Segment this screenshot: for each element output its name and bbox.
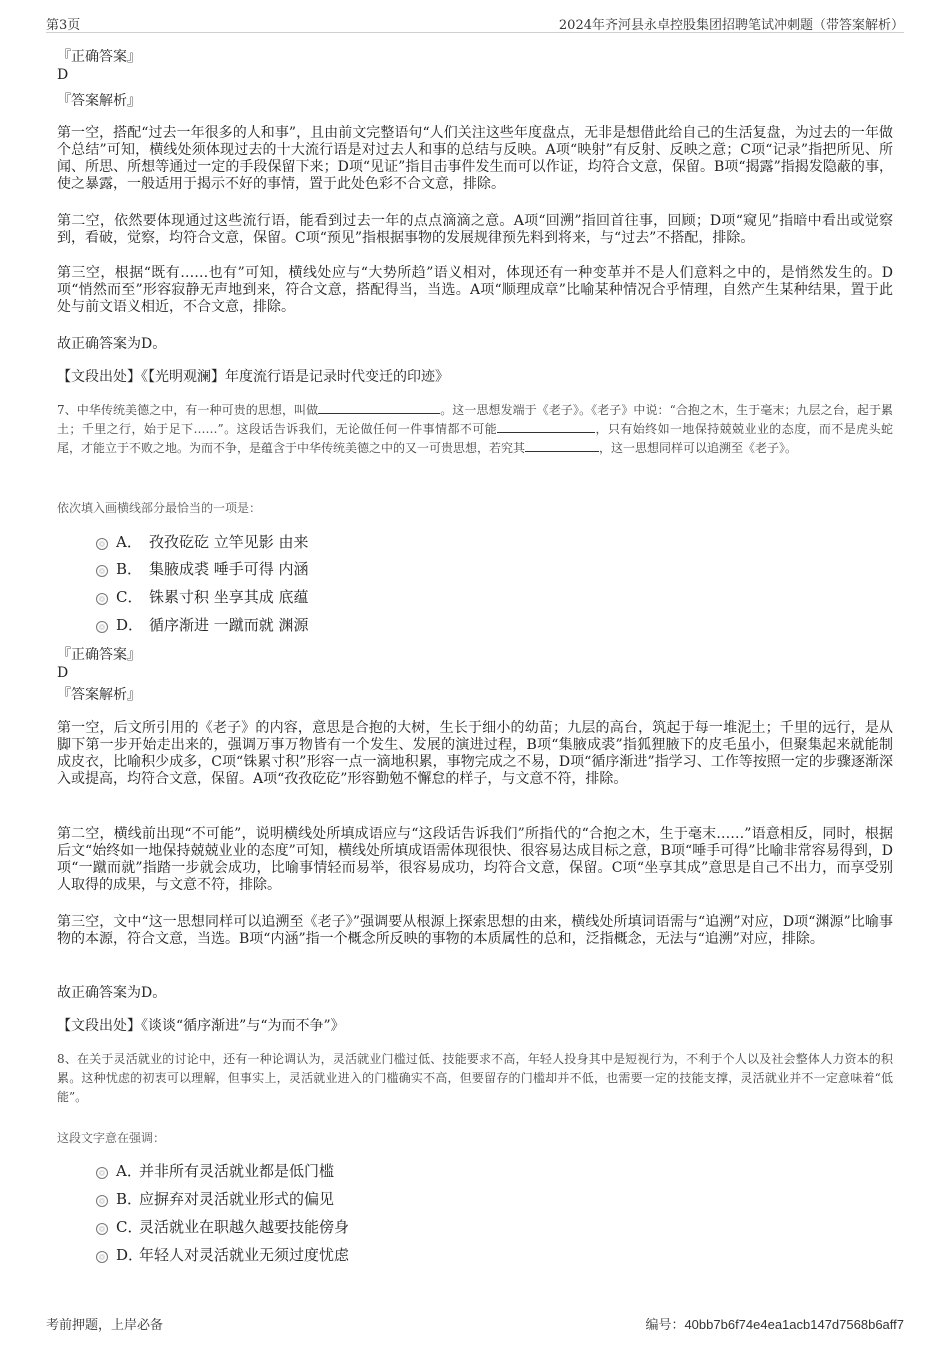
- blank-2: [497, 420, 595, 433]
- analysis-label: 『答案解析』: [57, 687, 141, 703]
- analysis-paragraph-2: 第二空，横线前出现“不可能”，说明横线处所填成语应与“这段话告诉我们”所指代的“合抱之木，生于毫末……”语意相反，同时，根据后文“始终如一地保持兢兢业业的态度”可知，横线处所填成语需体现很快、很容易达成目标之意，B项“唾手可得”比喻非常容易得到，D项“一蹴而就”指踏一步就会成功，比喻事情轻而易举，很容易成功，均符合文意，保留。C项“坐享其成”意思是自己不出力，而享受别人取得的成果，与文意不符，排除。: [57, 826, 893, 893]
- analysis-paragraph-2: 第二空，依然要体现通过这些流行语，能看到过去一年的点点滴滴之意。A项“回溯”指回首往事，回顾；D项“窥见”指暗中看出或觉察到，看破，觉察，均符合文意，保留。C项“预见”指根据事物的发展规律预先料到将来，与“过去”不搭配，排除。: [57, 213, 893, 246]
- option-b[interactable]: B． 集腋成裘 唾手可得 内涵: [96, 560, 309, 580]
- conclusion: 故正确答案为D。: [57, 336, 167, 352]
- analysis-paragraph-3: 第三空，根据“既有……也有”可知，横线处应与“大势所趋”语义相对，体现还有一种变革并不是人们意料之中的，是悄然发生的。D项“悄然而至”形容寂静无声地到来，符合文意，搭配得当，当选。A项“顺理成章”比喻某种情况合乎情理，自然产生某种结果，置于此处与前文语义相近，不合文意，排除。: [57, 265, 893, 315]
- answer-value: D: [57, 67, 69, 83]
- blank-1: [318, 401, 440, 414]
- radio-button-icon[interactable]: [96, 1223, 108, 1235]
- blank-3: [525, 439, 599, 452]
- radio-button-icon[interactable]: [96, 565, 108, 577]
- footer-slogan: 考前押题，上岸必备: [46, 1318, 164, 1333]
- question-7-part-1: 7、中华传统美德之中，有一种可贵的思想，叫做: [57, 403, 319, 417]
- document-code: 编号：40bb7b6f74e4ea1acb147d7568b6aff7: [645, 1317, 904, 1333]
- radio-button-icon[interactable]: [96, 538, 108, 550]
- source-citation: 【文段出处】《【光明观澜】年度流行语是记录时代变迁的印迹》: [57, 369, 449, 385]
- page-number: 第3页: [46, 18, 81, 33]
- analysis-paragraph-1: 第一空，搭配“过去一年很多的人和事”，且由前文完整语句“人们关注这些年度盘点，无非是想借此给自己的生活复盘，为过去的一年做个总结”可知，横线处须体现过去的十大流行语是对过去人和事的总结与反映。A项“映射”有反射、反映之意；C项“记录”指把所见、所闻、所思、所想等通过一定的手段保留下来；D项“见证”指目击事件发生而可以作证，均符合文意，保留。B项“揭露”指揭发隐蔽的事，使之暴露，一般适用于揭示不好的事情，置于此处色彩不合文意，排除。: [57, 125, 893, 192]
- document-title: 2024年齐河县永卓控股集团招聘笔试冲刺题（带答案解析）: [558, 18, 904, 33]
- option-c[interactable]: C． 铢累寸积 坐享其成 底蕴: [96, 588, 309, 608]
- radio-button-icon[interactable]: [96, 621, 108, 633]
- analysis-paragraph-3: 第三空，文中“这一思想同样可以追溯至《老子》”强调要从根源上探索思想的由来，横线处所填词语需与“追溯”对应，D项“渊源”比喻事物的本源，符合文意，当选。B项“内涵”指一个概念所反映的事物的本质属性的总和，泛指概念，无法与“追溯”对应，排除。: [57, 914, 893, 947]
- question-7-part-4: ，这一思想同样可以追溯至《老子》。: [599, 441, 798, 455]
- question-8-text: 8、在关于灵活就业的讨论中，还有一种论调认为，灵活就业门槛过低、技能要求不高，年轻人投身其中是短视行为，不利于个人以及社会整体人力资本的积累。这种忧虑的初衷可以理解，但事实上，灵活就业进入的门槛确实不高，但要留存的门槛却并不低，也需要一定的技能支撑，灵活就业并不一定意味着“低能”。: [57, 1052, 893, 1104]
- source-citation: 【文段出处】《谈谈“循序渐进”与“为而不争”》: [57, 1018, 345, 1034]
- question-7-part-2: 。这一思想发端于《老子》。《老子》中说：“合抱之木，生于毫末；九层之台，起于累土；千里之行，始于足下……”。这段话告诉我们，无论做任何一件事情都不可能: [57, 403, 894, 436]
- page-header: [46, 12, 904, 33]
- option-c[interactable]: C．灵活就业在职越久越要技能傍身: [96, 1218, 349, 1238]
- option-b[interactable]: B．应摒弃对灵活就业形式的偏见: [96, 1190, 334, 1210]
- question-7-text: [57, 401, 893, 458]
- answer-label: 『正确答案』: [57, 647, 141, 663]
- page-footer: [46, 1314, 904, 1334]
- option-a[interactable]: A．并非所有灵活就业都是低门槛: [96, 1162, 334, 1182]
- question-7-instruction: 依次填入画横线部分最恰当的一项是：: [57, 501, 262, 515]
- answer-label: 『正确答案』: [57, 49, 141, 65]
- radio-button-icon[interactable]: [96, 1195, 108, 1207]
- analysis-label: 『答案解析』: [57, 93, 141, 109]
- question-8-instruction: 这段文字意在强调：: [57, 1131, 166, 1145]
- option-d[interactable]: D．年轻人对灵活就业无须过度忧虑: [96, 1246, 349, 1266]
- option-a[interactable]: A． 孜孜矻矻 立竿见影 由来: [96, 533, 309, 553]
- option-d[interactable]: D． 循序渐进 一蹴而就 渊源: [96, 616, 309, 636]
- radio-button-icon[interactable]: [96, 1167, 108, 1179]
- conclusion: 故正确答案为D。: [57, 985, 167, 1001]
- radio-button-icon[interactable]: [96, 593, 108, 605]
- analysis-paragraph-1: 第一空，后文所引用的《老子》的内容，意思是合抱的大树，生长于细小的幼苗；九层的高台，筑起于每一堆泥土；千里的远行，是从脚下第一步开始走出来的，强调万事万物皆有一个发生、发展的演进过程，B项“集腋成裘”指狐狸腋下的皮毛虽小，但聚集起来就能制成皮衣，比喻积少成多，C项“铢累寸积”形容一点一滴地积累，事物完成之不易，D项“循序渐进”指学习、工作等按照一定的步骤逐渐深入或提高，均符合文意，保留。A项“孜孜矻矻”形容勤勉不懈怠的样子，与文意不符，排除。: [57, 720, 893, 787]
- answer-value: D: [57, 665, 69, 681]
- question-7-part-3: ，只有始终如一地保持兢兢业业的态度，而不是虎头蛇尾，才能立于不败之地。为而不争，是蕴含于中华传统美德之中的又一可贵思想，若究其: [57, 422, 893, 455]
- radio-button-icon[interactable]: [96, 1251, 108, 1263]
